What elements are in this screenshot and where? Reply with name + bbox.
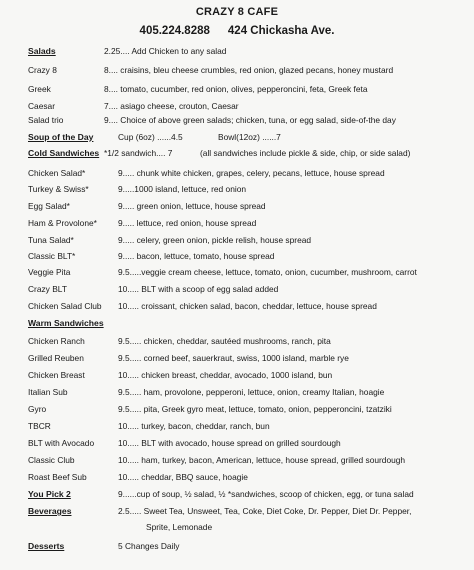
item-name: Roast Beef Sub bbox=[28, 472, 87, 482]
item-name: Turkey & Swiss* bbox=[28, 184, 89, 194]
item-name: Salad trio bbox=[28, 115, 64, 125]
item-description: 8.... tomato, cucumber, red onion, olives, pepperoncini, feta, Greek feta bbox=[104, 84, 368, 94]
item-name: Egg Salad* bbox=[28, 201, 70, 211]
item-description: 8.... craisins, bleu cheese crumbles, red onion, glazed pecans, honey mustard bbox=[104, 65, 394, 75]
item-description: 9.5.....veggie cream cheese, lettuce, tomato, onion, cucumber, mushroom, carrot bbox=[118, 267, 417, 277]
item-description: 7.... asiago cheese, crouton, Caesar bbox=[104, 101, 239, 111]
soup-cup-price: Cup (6oz) ......4.5 bbox=[118, 132, 183, 142]
cafe-name: CRAZY 8 CAFE bbox=[195, 6, 279, 18]
phone-number: 405.224.8288 bbox=[139, 25, 210, 37]
half-sandwich-note: *1/2 sandwich.... 7 bbox=[104, 148, 173, 158]
item-description: 9.....1000 island, lettuce, red onion bbox=[118, 184, 247, 194]
item-description: 10..... ham, turkey, bacon, American, lettuce, house spread, grilled sourdough bbox=[118, 455, 406, 465]
item-name: Grilled Reuben bbox=[28, 353, 84, 363]
item-description: 10..... croissant, chicken salad, bacon, cheddar, lettuce, house spread bbox=[118, 301, 377, 311]
section-heading-beverages: Beverages bbox=[28, 506, 72, 516]
item-description: 10..... BLT with avocado, house spread on grilled sourdough bbox=[118, 438, 341, 448]
section-heading-warm-sandwiches: Warm Sandwiches bbox=[28, 318, 104, 328]
item-name: Veggie Pita bbox=[28, 267, 71, 277]
item-description: 9..... bacon, lettuce, tomato, house spread bbox=[118, 251, 275, 261]
item-description: 9.5..... pita, Greek gyro meat, lettuce, tomato, onion, pepperoncini, tzatziki bbox=[118, 404, 392, 414]
item-name: Chicken Breast bbox=[28, 370, 85, 380]
item-description: 9.5..... chicken, cheddar, sautéed mushrooms, ranch, pita bbox=[118, 336, 331, 346]
item-description: 10..... BLT with a scoop of egg salad added bbox=[118, 284, 279, 294]
item-name: Gyro bbox=[28, 404, 47, 414]
item-name: Classic Club bbox=[28, 455, 75, 465]
item-name: Greek bbox=[28, 84, 51, 94]
item-name: Tuna Salad* bbox=[28, 235, 74, 245]
soup-bowl-price: Bowl(12oz) ......7 bbox=[218, 132, 281, 142]
item-name: BLT with Avocado bbox=[28, 438, 95, 448]
beverages-description-continued: Sprite, Lemonade bbox=[146, 522, 213, 532]
item-description: 9.5..... ham, provolone, pepperoni, lettuce, onion, creamy Italian, hoagie bbox=[118, 387, 385, 397]
salads-addon-note: 2.25.... Add Chicken to any salad bbox=[104, 46, 227, 56]
item-description: 9..... chunk white chicken, grapes, celery, pecans, lettuce, house spread bbox=[118, 168, 385, 178]
item-description: 9.... Choice of above green salads; chicken, tuna, or egg salad, side-of-the day bbox=[104, 115, 396, 125]
item-description: 9.5..... corned beef, sauerkraut, swiss, 1000 island, marble rye bbox=[118, 353, 349, 363]
street-address: 424 Chickasha Ave. bbox=[227, 25, 335, 37]
beverages-description: 2.5..... Sweet Tea, Unsweet, Tea, Coke, Diet Coke, Dr. Pepper, Diet Dr. Pepper, bbox=[118, 506, 412, 516]
item-name: Italian Sub bbox=[28, 387, 68, 397]
item-description: 10..... chicken breast, cheddar, avocado, 1000 island, bun bbox=[118, 370, 333, 380]
section-heading-you-pick-2: You Pick 2 bbox=[28, 489, 71, 499]
pick2-description: 9......cup of soup, ½ salad, ½ *sandwiches, scoop of chicken, egg, or tuna salad bbox=[118, 489, 414, 499]
section-heading-cold-sandwiches: Cold Sandwiches bbox=[28, 148, 100, 158]
item-name: Caesar bbox=[28, 101, 55, 111]
item-description: 9..... lettuce, red onion, house spread bbox=[118, 218, 257, 228]
item-name: Chicken Ranch bbox=[28, 336, 85, 346]
section-heading-soup: Soup of the Day bbox=[28, 132, 94, 142]
sides-note: (all sandwiches include pickle & side, chip, or side salad) bbox=[200, 148, 411, 158]
item-name: TBCR bbox=[28, 421, 51, 431]
item-name: Crazy BLT bbox=[28, 284, 67, 294]
section-heading-desserts: Desserts bbox=[28, 541, 65, 551]
desserts-description: 5 Changes Daily bbox=[118, 541, 180, 551]
item-name: Classic BLT* bbox=[28, 251, 76, 261]
item-name: Chicken Salad Club bbox=[28, 301, 102, 311]
item-description: 9..... green onion, lettuce, house spread bbox=[118, 201, 266, 211]
section-heading-salads: Salads bbox=[28, 46, 56, 56]
item-description: 10..... cheddar, BBQ sauce, hoagie bbox=[118, 472, 248, 482]
contact-line bbox=[0, 25, 474, 37]
item-description: 9..... celery, green onion, pickle relish, house spread bbox=[118, 235, 312, 245]
item-name: Crazy 8 bbox=[28, 65, 57, 75]
item-name: Ham & Provolone* bbox=[28, 218, 97, 228]
item-name: Chicken Salad* bbox=[28, 168, 86, 178]
item-description: 10..... turkey, bacon, cheddar, ranch, bun bbox=[118, 421, 270, 431]
